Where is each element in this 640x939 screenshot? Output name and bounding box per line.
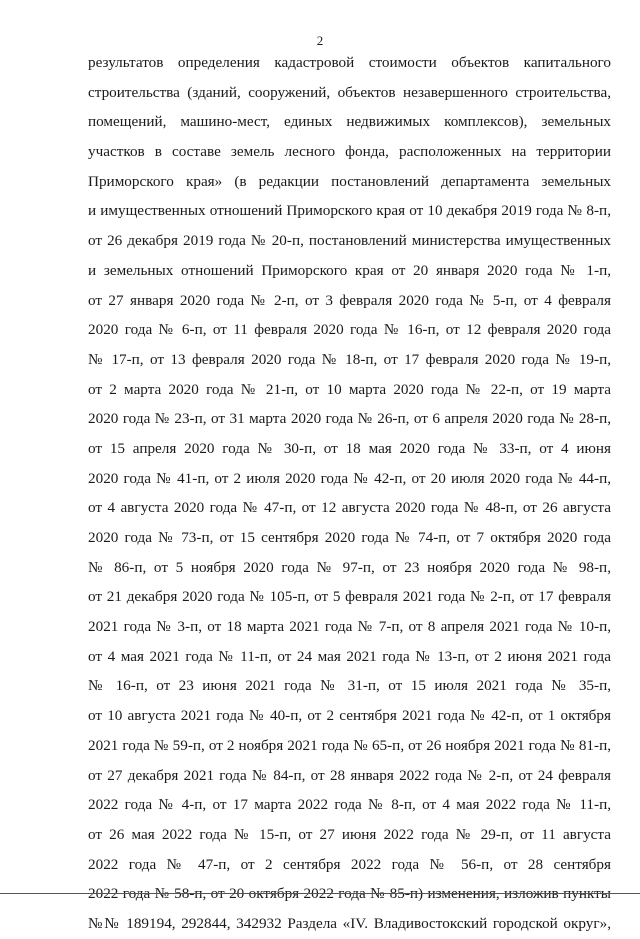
text-line: от 26 мая 2022 года № 15-п, от 27 июня 2022 года № 29-п, от 11 августа bbox=[88, 825, 611, 843]
document-body bbox=[88, 48, 611, 939]
text-line: от 27 января 2020 года № 2-п, от 3 февраля 2020 года № 5-п, от 4 февраля bbox=[88, 291, 611, 309]
text-line: от 26 декабря 2019 года № 20-п, постановлений министерства имущественных bbox=[88, 232, 611, 250]
page-bottom-rule bbox=[0, 893, 640, 894]
text-line: 2021 года № 3-п, от 18 марта 2021 года № 7-п, от 8 апреля 2021 года № 10-п, bbox=[88, 618, 611, 636]
text-line: № 17-п, от 13 февраля 2020 года № 18-п, от 17 февраля 2020 года № 19-п, bbox=[88, 350, 611, 368]
text-line: помещений, машино-мест, единых недвижимых комплексов), земельных bbox=[88, 113, 611, 131]
text-line: 2020 года № 23-п, от 31 марта 2020 года № 26-п, от 6 апреля 2020 года № 28-п, bbox=[88, 410, 611, 428]
text-line: №№ 189194, 292844, 342932 Раздела «IV. Владивостокский городской округ», bbox=[88, 914, 611, 932]
text-line: от 4 мая 2021 года № 11-п, от 24 мая 2021 года № 13-п, от 2 июня 2021 года bbox=[88, 647, 611, 665]
text-line: Приморского края» (в редакции постановлений департамента земельных bbox=[88, 172, 611, 190]
text-line: 2022 года № 58-п, от 20 октября 2022 года № 85-п) изменения, изложив пункты bbox=[88, 885, 611, 903]
text-line: № 86-п, от 5 ноября 2020 года № 97-п, от 23 ноября 2020 года № 98-п, bbox=[88, 558, 611, 576]
text-line: от 27 декабря 2021 года № 84-п, от 28 января 2022 года № 2-п, от 24 февраля bbox=[88, 766, 611, 784]
text-line: участков в составе земель лесного фонда, расположенных на территории bbox=[88, 143, 611, 161]
text-line: 2022 года № 4-п, от 17 марта 2022 года № 8-п, от 4 мая 2022 года № 11-п, bbox=[88, 796, 611, 814]
text-line: от 15 апреля 2020 года № 30-п, от 18 мая 2020 года № 33-п, от 4 июня bbox=[88, 439, 611, 457]
text-line: 2022 года № 47-п, от 2 сентября 2022 года № 56-п, от 28 сентября bbox=[88, 855, 611, 873]
text-line: и земельных отношений Приморского края от 20 января 2020 года № 1-п, bbox=[88, 261, 611, 279]
text-line: строительства (зданий, сооружений, объектов незавершенного строительства, bbox=[88, 83, 611, 101]
text-line: результатов определения кадастровой стоимости объектов капитального bbox=[88, 54, 611, 71]
text-line: 2021 года № 59-п, от 2 ноября 2021 года № 65-п, от 26 ноября 2021 года № 81-п, bbox=[88, 736, 611, 754]
text-line: 2020 года № 41-п, от 2 июля 2020 года № 42-п, от 20 июля 2020 года № 44-п, bbox=[88, 469, 611, 487]
text-line: № 16-п, от 23 июня 2021 года № 31-п, от 15 июля 2021 года № 35-п, bbox=[88, 677, 611, 695]
text-line: от 4 августа 2020 года № 47-п, от 12 августа 2020 года № 48-п, от 26 августа bbox=[88, 499, 611, 517]
text-line: 2020 года № 73-п, от 15 сентября 2020 года № 74-п, от 7 октября 2020 года bbox=[88, 529, 611, 546]
text-line: от 10 августа 2021 года № 40-п, от 2 сентября 2021 года № 42-п, от 1 октября bbox=[88, 707, 611, 725]
text-line: 2020 года № 6-п, от 11 февраля 2020 года № 16-п, от 12 февраля 2020 года bbox=[88, 321, 611, 339]
text-line: и имущественных отношений Приморского края от 10 декабря 2019 года № 8-п, bbox=[88, 202, 611, 220]
page-number: 2 bbox=[316, 33, 324, 48]
text-line: от 2 марта 2020 года № 21-п, от 10 марта 2020 года № 22-п, от 19 марта bbox=[88, 380, 611, 398]
text-line: от 21 декабря 2020 года № 105-п, от 5 февраля 2021 года № 2-п, от 17 февраля bbox=[88, 588, 611, 606]
